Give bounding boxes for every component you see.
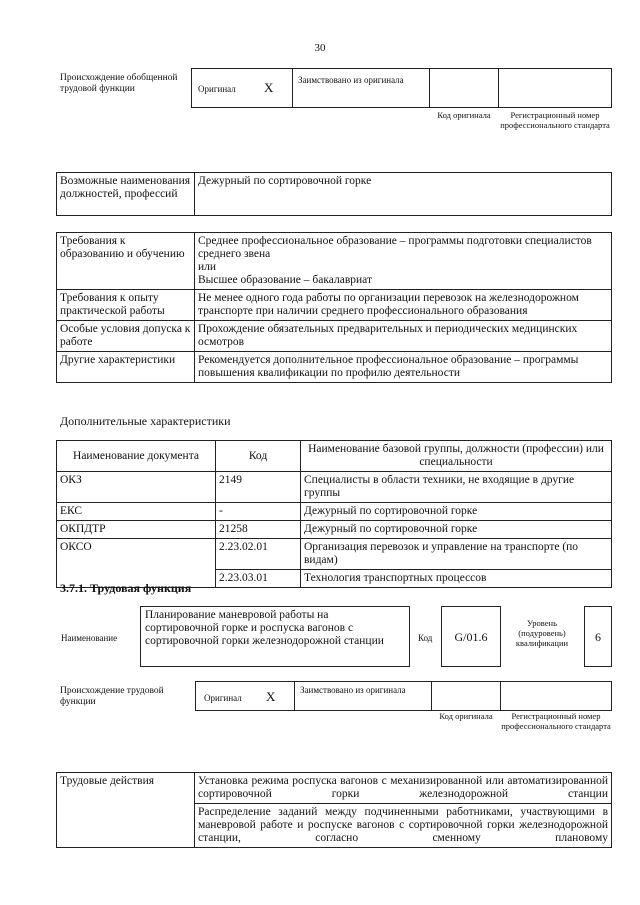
actions-table xyxy=(56,772,612,848)
table-row xyxy=(57,472,612,503)
actions-label: Трудовые действия xyxy=(57,773,195,848)
additional-title: Дополнительные характеристики xyxy=(60,414,231,428)
positions-value: Дежурный по сортировочной горке xyxy=(195,173,612,216)
row-name: Специалисты в области техники, не входящие в другие группы xyxy=(301,472,612,503)
origin-reg-cell xyxy=(498,68,612,108)
row-name: Организация перевозок и управление на транспорте (по видам) xyxy=(301,539,612,570)
original2-mark: X xyxy=(266,689,276,704)
requirement-label: Другие характеристики xyxy=(57,352,195,383)
table-row xyxy=(57,503,612,521)
code-original2-caption: Код оригинала xyxy=(439,711,493,721)
row-code: 21258 xyxy=(216,521,301,539)
requirement-line: Рекомендуется дополнительное профессиональное образование – программы повышения квалификации по профилю деятельности xyxy=(198,354,579,379)
requirement-label: Требования к образованию и обучению xyxy=(57,233,195,290)
origin2-code-cell xyxy=(431,681,501,711)
requirement-value xyxy=(195,321,612,352)
origin2-borrowed-cell xyxy=(294,681,432,711)
action-item: Распределение заданий между подчиненными работниками, участвующими в маневровой работе и роспуске вагонов с сортировочной горки железнодорожной станции, согласно сменному плановому xyxy=(195,804,612,848)
row-doc: ОКСО xyxy=(57,539,216,588)
original-mark: X xyxy=(264,80,274,95)
table-row xyxy=(57,521,612,539)
function-level: 6 xyxy=(584,606,612,667)
reg-number-caption: Регистрационный номер профессионального стандарта xyxy=(500,110,610,130)
positions-table xyxy=(56,172,612,216)
function-name-label: Наименование xyxy=(61,633,118,643)
action-item: Установка режима роспуска вагонов с механизированной или автоматизированной сортировочной горки железнодорожной станции xyxy=(195,773,612,804)
col-header-doc: Наименование документа xyxy=(57,441,216,472)
origin-borrowed-cell xyxy=(292,68,430,108)
row-name: Технология транспортных процессов xyxy=(301,570,612,588)
positions-label: Возможные наименования должностей, профессий xyxy=(57,173,195,216)
borrowed2-label: Заимствовано из оригинала xyxy=(300,685,406,695)
requirement-line: Прохождение обязательных предварительных и периодических медицинских осмотров xyxy=(198,323,578,348)
row-doc: ОКПДТР xyxy=(57,521,216,539)
requirement-line: Не менее одного года работы по организации перевозок на железнодорожном транспорте при наличии среднего профессионального образования xyxy=(198,292,579,317)
level-label: Уровень (подуровень) квалификации xyxy=(515,618,569,648)
origin-label: Происхождение обобщенной трудовой функции xyxy=(60,73,178,94)
requirements-table xyxy=(56,232,612,383)
row-code: 2149 xyxy=(216,472,301,503)
borrowed-label: Заимствовано из оригинала xyxy=(298,75,404,85)
row-doc: ОКЗ xyxy=(57,472,216,503)
row-name: Дежурный по сортировочной горке xyxy=(301,521,612,539)
requirement-label: Особые условия допуска к работе xyxy=(57,321,195,352)
original2-label: Оригинал xyxy=(204,693,242,703)
function-name: Планирование маневровой работы на сортировочной горке и роспуска вагонов с сортировочной горки железнодорожной станции xyxy=(140,606,410,667)
requirement-label: Требования к опыту практической работы xyxy=(57,290,195,321)
table-row xyxy=(57,539,612,570)
requirement-value xyxy=(195,290,612,321)
original-label: Оригинал xyxy=(198,84,236,94)
row-code: 2.23.02.01 xyxy=(216,539,301,570)
function-code-label: Код xyxy=(418,633,433,643)
col-header-name: Наименование базовой группы, должности (профессии) или специальности xyxy=(301,441,612,472)
requirement-line: или xyxy=(198,261,217,273)
origin-code-cell xyxy=(429,68,499,108)
requirement-line: Высшее образование – бакалавриат xyxy=(198,274,372,286)
col-header-code: Код xyxy=(216,441,301,472)
function-heading: 3.7.1. Трудовая функция xyxy=(60,581,192,595)
requirement-value xyxy=(195,352,612,383)
row-name: Дежурный по сортировочной горке xyxy=(301,503,612,521)
requirement-row xyxy=(57,321,612,352)
function-code: G/01.6 xyxy=(441,606,501,667)
origin2-label: Происхождение трудовой функции xyxy=(60,686,164,707)
requirement-line: Среднее профессиональное образование – программы подготовки специалистов среднего звена xyxy=(198,235,592,260)
page-number: 30 xyxy=(314,42,326,54)
requirement-row xyxy=(57,352,612,383)
origin-original-cell xyxy=(191,68,293,108)
requirement-row xyxy=(57,233,612,290)
additional-table xyxy=(56,440,612,588)
row-code: 2.23.03.01 xyxy=(216,570,301,588)
origin2-original-cell xyxy=(195,681,295,711)
row-code: - xyxy=(216,503,301,521)
requirement-value xyxy=(195,233,612,290)
reg-number2-caption: Регистрационный номер профессионального стандарта xyxy=(501,711,611,731)
origin2-reg-cell xyxy=(500,681,612,711)
requirement-row xyxy=(57,290,612,321)
row-doc: ЕКС xyxy=(57,503,216,521)
code-original-caption: Код оригинала xyxy=(437,110,491,120)
